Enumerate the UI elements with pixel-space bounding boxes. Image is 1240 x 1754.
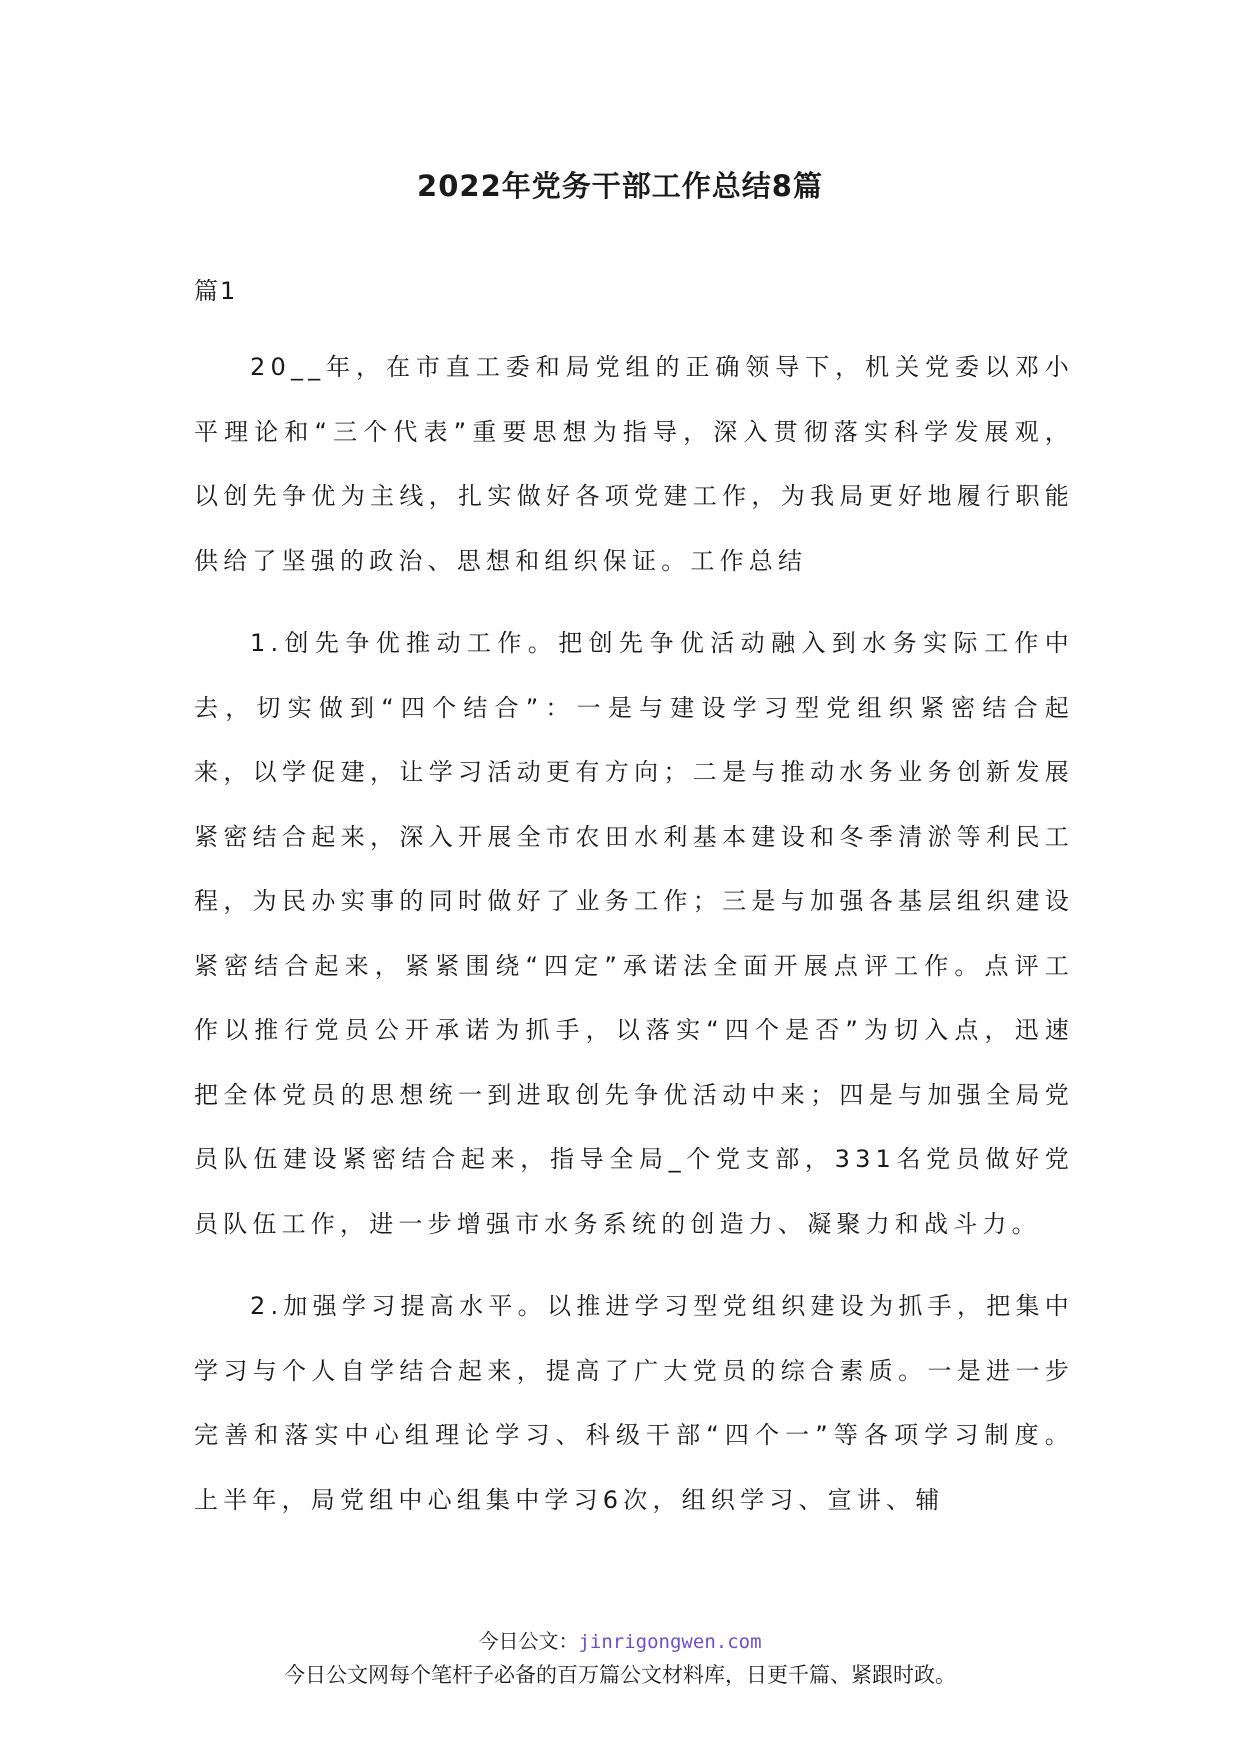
- footer-source: [0, 1626, 1240, 1657]
- document-title: 2022年党务干部工作总结8篇: [417, 169, 823, 203]
- section-label: 篇1: [194, 277, 238, 305]
- paragraph-item-2: 2.加强学习提高水平。以推进学习型党组织建设为抓手，把集中学习与个人自学结合起来，提高了广大党员的综合素质。一是进一步完善和落实中心组理论学习、科级干部“四个一”等各项学习制度。上半年，局党组中心组集中学习6次，组织学习、宣讲、辅: [194, 1292, 1074, 1514]
- footer-prefix: 今日公文：: [478, 1629, 579, 1653]
- paragraph-item-1: 1.创先争优推动工作。把创先争优活动融入到水务实际工作中去，切实做到“四个结合”：一是与建设学习型党组织紧密结合起来，以学促建，让学习活动更有方向；二是与推动水务业务创新发展紧密结合起来，深入开展全市农田水利基本建设和冬季清淤等利民工程，为民办实事的同时做好了业务工作；三是与加强各基层组织建设紧密结合起来，紧紧围绕“四定”承诺法全面开展点评工作。点评工作以推行党员公开承诺为抓手，以落实“四个是否”为切入点，迅速把全体党员的思想统一到进取创先争优活动中来；四是与加强全局党员队伍建设紧密结合起来，指导全局_个党支部，331名党员做好党员队伍工作，进一步增强市水务系统的创造力、凝聚力和战斗力。: [194, 629, 1074, 1238]
- paragraph-intro: 20__年，在市直工委和局党组的正确领导下，机关党委以邓小平理论和“三个代表”重要思想为指导，深入贯彻落实科学发展观，以创先争优为主线，扎实做好各项党建工作，为我局更好地履行职能供给了坚强的政治、思想和组织保证。工作总结: [194, 353, 1074, 575]
- footer-site-link[interactable]: jinrigongwen.com: [578, 1631, 762, 1653]
- document-body: [194, 271, 1074, 1550]
- footer-slogan: 今日公文网每个笔杆子必备的百万篇公文材料库，日更千篇、紧跟时政。: [284, 1663, 956, 1687]
